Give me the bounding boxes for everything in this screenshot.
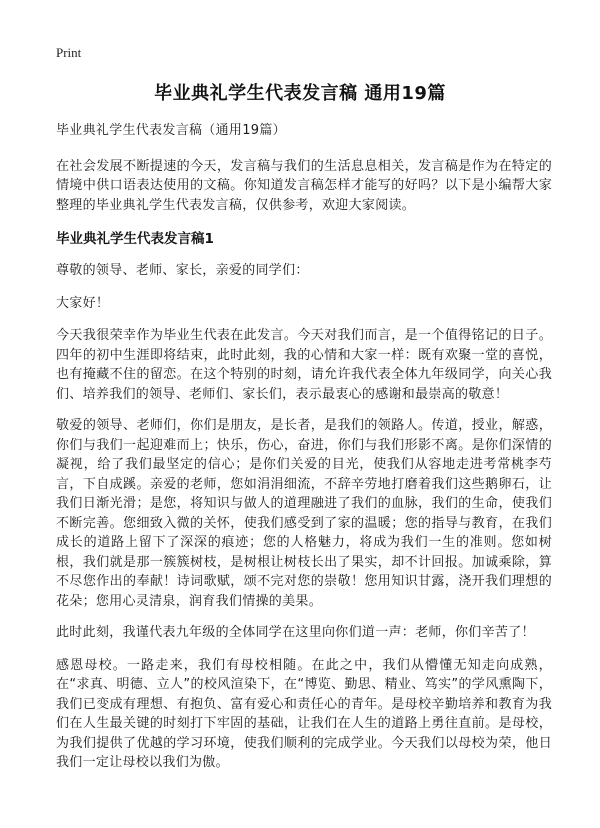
document-body — [56, 121, 552, 785]
paragraph-opening: 今天我很荣幸作为毕业生代表在此发言。今天对我们而言，是一个值得铭记的日子。四年的初中生涯即将结束，此时此刻，我的心情和大家一样：既有欢聚一堂的喜悦，也有掩藏不住的留恋。在这个特别的时刻，请允许我代表全体九年级同学，向关心我们、培养我们的领导、老师们、家长们，表示最衷心的感谢和最崇高的敬意！ — [56, 328, 552, 402]
paragraph-teachers: 敬爱的领导、老师们，你们是朋友，是长者，是我们的领路人。传道，授业，解惑，你们与我们一起迎难而上；快乐，伤心，奋进，你们与我们形影不离。是你们深情的凝视，给了我们最坚定的信心；是你们关爱的目光，使我们从容地走进考常桃李芍言，下自成蹊。亲爱的老师，您如涓涓细流，不辞辛劳地打磨着我们这些鹅卵石，让我们日渐光滑；是您，将知识与做人的道理融进了我们的血脉，我们的生命，使我们不断完善。您细致入微的关怀，使我们感受到了家的温暖；您的指导与教育，在我们成长的道路上留下了深深的痕迹；您的人格魅力，将成为我们一生的准则。您如树根，我们就是那一簇簇树枝，是树根让树枝长出了果实，却不计回报。加诚乘除，算不尽您作出的奉献！诗词歌赋，颂不完对您的崇敬！您用知识甘露，浇开我们理想的花朵；您用心灵清泉，润育我们情操的美果。 — [56, 418, 552, 609]
document-title: 毕业典礼学生代表发言稿 通用19篇 — [154, 83, 446, 104]
print-link[interactable]: Print — [56, 45, 82, 60]
document-subtitle: 毕业典礼学生代表发言稿（通用19篇） — [56, 123, 286, 138]
paragraph-salutation: 尊敬的领导、老师、家长，亲爱的同学们： — [56, 263, 309, 278]
paragraph-thanks: 此时此刻，我谨代表九年级的全体同学在这里向你们道一声：老师，你们辛苦了！ — [56, 625, 535, 640]
paragraph-hello: 大家好！ — [56, 295, 110, 311]
section-heading: 毕业典礼学生代表发言稿1 — [56, 231, 214, 247]
paragraph-school: 感恩母校。一路走来，我们有母校相随。在此之中，我们从懵懂无知走向成熟，在“求真、明德、立人”的校风渲染下，在“博览、勤思、精业、笃实”的学风熏陶下，我们已变成有理想、有抱负、富有爱心和责任心的青年。是母校辛勤培养和教育为我们在人生最关键的时刻打下牢固的基础，让我们在人生的道路上勇往直前。是母校，为我们提供了优越的学习环境，使我们顺利的完成学业。今天我们以母校为荣，他日我们一定让母校以我们为傲。 — [56, 657, 552, 770]
intro-paragraph: 在社会发展不断提速的今天，发言稿与我们的生活息息相关，发言稿是作为在特定的情境中供口语表达使用的文稿。你知道发言稿怎样才能写的好吗？以下是小编帮大家整理的毕业典礼学生代表发言稿，仅供参考，欢迎大家阅读。 — [56, 158, 552, 213]
